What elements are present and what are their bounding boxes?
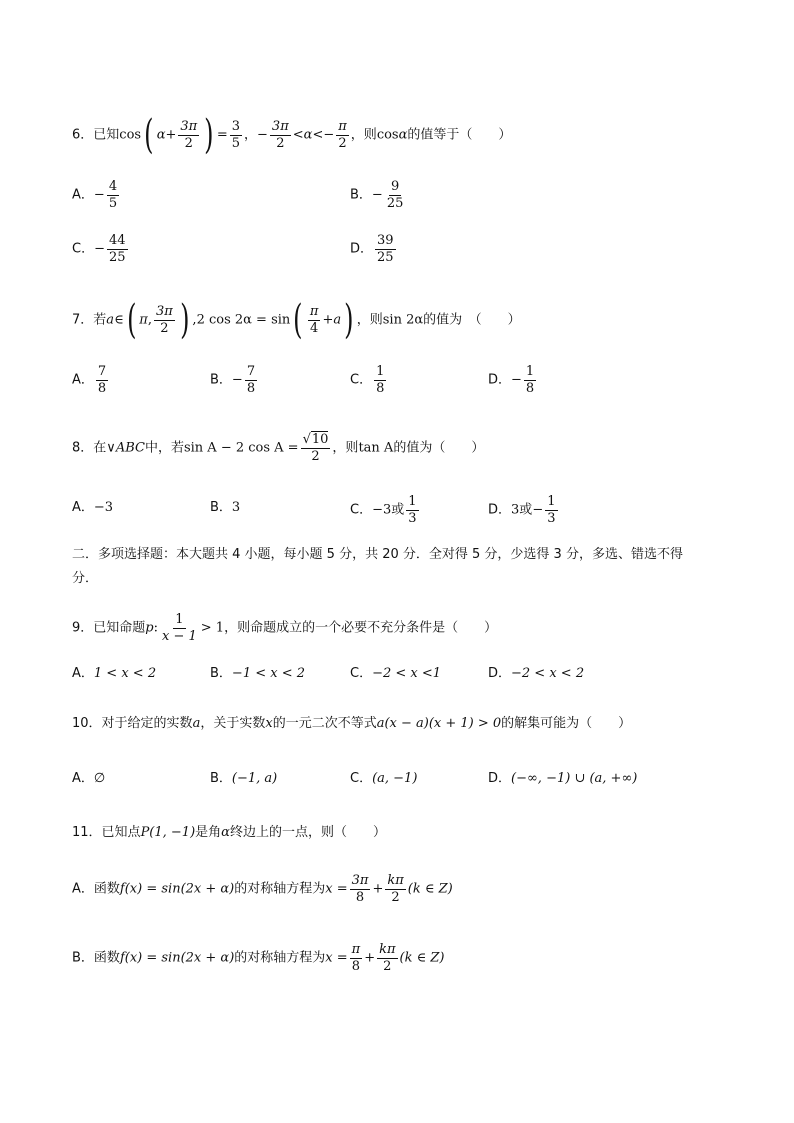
- equals-sign: =: [216, 127, 228, 143]
- minus-sign: −: [93, 187, 105, 203]
- gt-one: > 1: [200, 620, 225, 636]
- sqrt-arg: 10: [311, 432, 329, 447]
- q11-number: 11．: [72, 825, 102, 840]
- inequality: a(x − a)(x + 1) > 0: [376, 716, 502, 731]
- three-pi-over-two: [178, 120, 199, 150]
- q11-text: 已知点: [101, 825, 141, 840]
- frac-num: 9: [390, 179, 400, 194]
- option-expr: −2 < x < 2: [511, 666, 585, 681]
- x-equals: x =: [325, 881, 348, 897]
- q7-text: 的值为 （ ）: [423, 312, 521, 328]
- frac-num: 3π: [271, 118, 289, 134]
- frac-num: 7: [97, 364, 107, 379]
- plus-sign: +: [372, 881, 384, 897]
- frac-den: 8: [525, 380, 535, 396]
- q6-text: 已知: [93, 127, 120, 143]
- option-label: C．: [350, 666, 373, 681]
- frac-den: x − 1: [162, 628, 197, 644]
- q6-option-a[interactable]: [72, 180, 121, 210]
- var-a: a: [106, 312, 115, 328]
- or-text: 或: [391, 502, 405, 518]
- frac-den: 2: [184, 135, 193, 151]
- frac-num: kπ: [379, 942, 396, 957]
- q11-text: 终边上的一点，则（ ）: [229, 825, 386, 840]
- frac-num: 3π: [155, 303, 173, 319]
- frac-num: 3π: [180, 118, 198, 134]
- cos-fn: cos: [376, 127, 399, 143]
- q7-text: 若: [93, 312, 107, 328]
- frac-den: 8: [97, 380, 107, 396]
- var-a: a: [333, 312, 342, 328]
- colon: :: [153, 620, 159, 636]
- frac-num: kπ: [387, 873, 404, 888]
- close-paren: ): [179, 297, 190, 343]
- frac-num: 1: [175, 612, 184, 627]
- k-pi-over-two: [385, 874, 405, 904]
- minus-sign: −: [94, 241, 105, 257]
- minus-sign: −: [323, 127, 335, 143]
- q7-number: 7．: [72, 312, 94, 328]
- frac-num: 7: [246, 364, 256, 379]
- q9-option-d[interactable]: [488, 664, 584, 684]
- option-label: A．: [72, 372, 94, 388]
- q6-option-d[interactable]: [350, 234, 398, 264]
- frac-num: 1: [525, 364, 535, 379]
- frac-den: 4: [310, 320, 319, 336]
- pi-over-four: [308, 305, 321, 335]
- q8-option-a[interactable]: [72, 498, 113, 518]
- one-third: [545, 495, 557, 525]
- option-text: 的对称轴方程为: [234, 881, 326, 897]
- comma: ,: [147, 312, 152, 328]
- option-fraction: [96, 365, 108, 395]
- q8-text: ，则: [332, 440, 359, 456]
- three-fifths: [230, 120, 242, 150]
- q9-number: 9．: [72, 620, 94, 636]
- option-label: A．: [72, 771, 94, 786]
- option-value: 3: [231, 500, 241, 515]
- frac-den: 5: [108, 195, 118, 211]
- option-value: −3: [372, 502, 392, 518]
- k-in-z: (k ∈ Z): [399, 950, 445, 966]
- q7-stem: [72, 297, 521, 343]
- point-p: P(1, −1): [140, 825, 196, 840]
- q8-text: 在: [93, 440, 107, 456]
- k-in-z: (k ∈ Z): [407, 881, 453, 897]
- option-label: D．: [488, 771, 512, 786]
- q6-number: 6．: [72, 127, 94, 143]
- cos-fn: cos: [119, 127, 142, 143]
- option-label: B．: [350, 187, 372, 203]
- q7-option-a[interactable]: [72, 365, 110, 395]
- equation: sin A − 2 cos A =: [183, 440, 299, 456]
- option-text: 函数: [93, 950, 120, 966]
- frac-num: 3π: [351, 873, 369, 888]
- or-text: 或: [519, 502, 533, 518]
- q10-text: ，关于实数: [200, 716, 266, 731]
- frac-num: √10: [302, 432, 329, 447]
- one-over-x-minus-1: [160, 613, 199, 643]
- frac-den: 2: [391, 889, 400, 905]
- q8-text: 中，若: [144, 440, 184, 456]
- q9-text: ，则命题成立的一个必要不充分条件是（ ）: [224, 620, 498, 636]
- q10-text: 对于给定的实数: [101, 716, 193, 731]
- section-2-line-2: 分．: [72, 571, 99, 586]
- option-fraction: [385, 180, 406, 210]
- option-label: B．: [210, 771, 232, 786]
- q9-option-c[interactable]: [350, 664, 441, 684]
- q11-option-b[interactable]: [72, 943, 444, 973]
- in-symbol: ∈: [114, 312, 124, 328]
- q9-stem: [72, 613, 497, 643]
- option-label: A．: [72, 881, 94, 897]
- three-pi-over-two-2: [270, 120, 291, 150]
- three-pi-over-eight: [350, 874, 371, 904]
- frac-num: 44: [108, 233, 126, 248]
- sin-2a: sin 2α: [382, 312, 424, 328]
- q8-number: 8．: [72, 440, 94, 456]
- minus-sign: −: [371, 187, 383, 203]
- sqrt10-over-two: [301, 433, 331, 463]
- q10-text: 的解集可能为（ ）: [501, 716, 632, 731]
- q10-option-c[interactable]: [350, 769, 417, 789]
- pi-over-eight: [350, 943, 363, 973]
- q10-option-a[interactable]: [72, 769, 105, 789]
- frac-den: 2: [160, 320, 169, 336]
- option-expr: 1 < x < 2: [93, 666, 157, 681]
- section-2-heading: [72, 543, 732, 591]
- comma: ，: [244, 127, 258, 143]
- frac-num: 3: [231, 118, 240, 134]
- q9-option-a[interactable]: [72, 664, 156, 684]
- q7-option-b[interactable]: [210, 365, 259, 395]
- frac-num: π: [309, 303, 319, 319]
- section-2-line-1: 二．多项选择题：本大题共 4 小题，每小题 5 分，共 20 分．全对得 5 分，少选得 3 分，多选、错选不得: [72, 547, 683, 562]
- prop-p: p: [145, 620, 154, 636]
- option-label: C．: [350, 372, 373, 388]
- lt-sign: <: [292, 127, 304, 143]
- frac-den: 3: [547, 510, 556, 526]
- equation: 2 cos 2α = sin: [196, 312, 291, 328]
- q8-option-c[interactable]: [350, 495, 421, 525]
- frac-den: 8: [376, 380, 385, 396]
- pi-over-two: [336, 120, 349, 150]
- open-paren: (: [144, 112, 154, 158]
- frac-num: 39: [377, 233, 394, 248]
- option-label: D．: [488, 372, 512, 388]
- q8-option-d[interactable]: [488, 495, 560, 525]
- frac-num: π: [338, 118, 347, 134]
- option-value: −3: [93, 500, 114, 515]
- frac-den: 2: [311, 448, 320, 464]
- alpha-symbol: α: [398, 127, 408, 143]
- q9-text: 已知命题: [93, 620, 146, 636]
- frac-den: 5: [231, 135, 240, 151]
- q9-option-b[interactable]: [210, 664, 305, 684]
- option-label: B．: [210, 666, 232, 681]
- option-value: 3: [511, 502, 520, 518]
- close-paren: ): [204, 112, 214, 158]
- option-label: A．: [72, 187, 94, 203]
- q8-text: 的值为（ ）: [393, 440, 485, 456]
- plus-sign: +: [322, 312, 334, 328]
- minus-sign: −: [231, 372, 243, 388]
- option-text: 函数: [93, 881, 120, 897]
- alpha-symbol: α: [156, 127, 166, 143]
- tan-a: tan A: [358, 440, 394, 456]
- q8-option-b[interactable]: [210, 498, 240, 518]
- q11-text: 是角: [195, 825, 222, 840]
- var-x: x: [265, 716, 273, 731]
- option-label: A．: [72, 666, 94, 681]
- frac-den: 8: [246, 380, 256, 396]
- frac-den: 2: [338, 135, 347, 151]
- var-a: a: [192, 716, 201, 731]
- option-expr: −1 < x < 2: [231, 666, 306, 681]
- q6-option-c[interactable]: [72, 234, 130, 264]
- option-label: B．: [210, 500, 232, 515]
- q10-option-b[interactable]: [210, 769, 277, 789]
- lt-sign: <: [312, 127, 324, 143]
- frac-den: 2: [383, 958, 392, 974]
- k-pi-over-two: [377, 943, 397, 973]
- option-label: A．: [72, 500, 94, 515]
- plus-sign: +: [165, 127, 177, 143]
- alpha-symbol: α: [303, 127, 313, 143]
- frac-num: 1: [408, 494, 417, 509]
- option-label: C．: [350, 502, 373, 518]
- triangle-name: ABC: [115, 440, 145, 456]
- frac-den: 25: [108, 249, 126, 265]
- q11-option-a[interactable]: [72, 874, 453, 904]
- comma: ,: [192, 312, 197, 328]
- option-expr: (−1, a): [231, 771, 278, 786]
- open-paren: (: [126, 297, 137, 343]
- q10-option-d[interactable]: [488, 769, 637, 789]
- option-fraction: [107, 234, 128, 264]
- option-fraction: [374, 365, 386, 395]
- q7-option-c[interactable]: [350, 365, 388, 395]
- option-expr: ∅: [93, 771, 106, 786]
- option-fraction: [107, 180, 119, 210]
- q7-text: ，则: [356, 312, 383, 328]
- option-label: C．: [350, 771, 373, 786]
- close-paren: ): [344, 297, 354, 343]
- option-expr: (a, −1): [372, 771, 418, 786]
- q6-text: ，则: [350, 127, 377, 143]
- frac-den: 3: [408, 510, 417, 526]
- option-label: D．: [488, 666, 512, 681]
- alpha-symbol: α: [221, 825, 230, 840]
- plus-sign: +: [364, 950, 376, 966]
- q11-stem: [72, 823, 386, 843]
- option-label: B．: [210, 372, 232, 388]
- option-fraction: [375, 234, 396, 264]
- option-fraction: [245, 365, 257, 395]
- frac-num: π: [351, 942, 361, 957]
- q7-option-d[interactable]: [488, 365, 538, 395]
- frac-num: 4: [108, 179, 118, 194]
- minus-sign: −: [532, 502, 544, 518]
- minus-sign: −: [257, 127, 268, 143]
- q6-text: 的值等于（ ）: [407, 127, 512, 143]
- option-expr: −2 < x <1: [372, 666, 442, 681]
- option-expr: (−∞, −1) ∪ (a, +∞): [511, 771, 638, 786]
- q6-option-b[interactable]: [350, 180, 407, 210]
- q10-text: 的一元二次不等式: [272, 716, 377, 731]
- function-expr: f(x) = sin(2x + α): [119, 950, 235, 966]
- option-label: B．: [72, 950, 94, 966]
- option-label: D．: [350, 241, 374, 257]
- minus-sign: −: [511, 372, 522, 388]
- three-pi-over-two: [154, 305, 175, 335]
- option-text: 的对称轴方程为: [234, 950, 326, 966]
- option-label: C．: [72, 241, 95, 257]
- frac-den: 25: [377, 249, 394, 265]
- option-fraction: [524, 365, 536, 395]
- one-third: [406, 495, 418, 525]
- frac-den: 8: [351, 958, 361, 974]
- pi-symbol: π: [139, 312, 148, 328]
- open-paren: (: [293, 297, 303, 343]
- q10-number: 10．: [72, 716, 102, 731]
- q8-stem: [72, 433, 484, 463]
- option-label: D．: [488, 502, 512, 518]
- frac-num: 1: [547, 494, 556, 509]
- frac-num: 1: [376, 364, 385, 379]
- frac-den: 2: [276, 135, 285, 151]
- q6-stem: [72, 112, 512, 158]
- frac-den: 8: [355, 889, 365, 905]
- triangle-symbol: ∨: [106, 440, 116, 456]
- x-equals: x =: [325, 950, 348, 966]
- function-expr: f(x) = sin(2x + α): [119, 881, 235, 897]
- frac-den: 25: [386, 195, 404, 211]
- q10-stem: [72, 714, 631, 734]
